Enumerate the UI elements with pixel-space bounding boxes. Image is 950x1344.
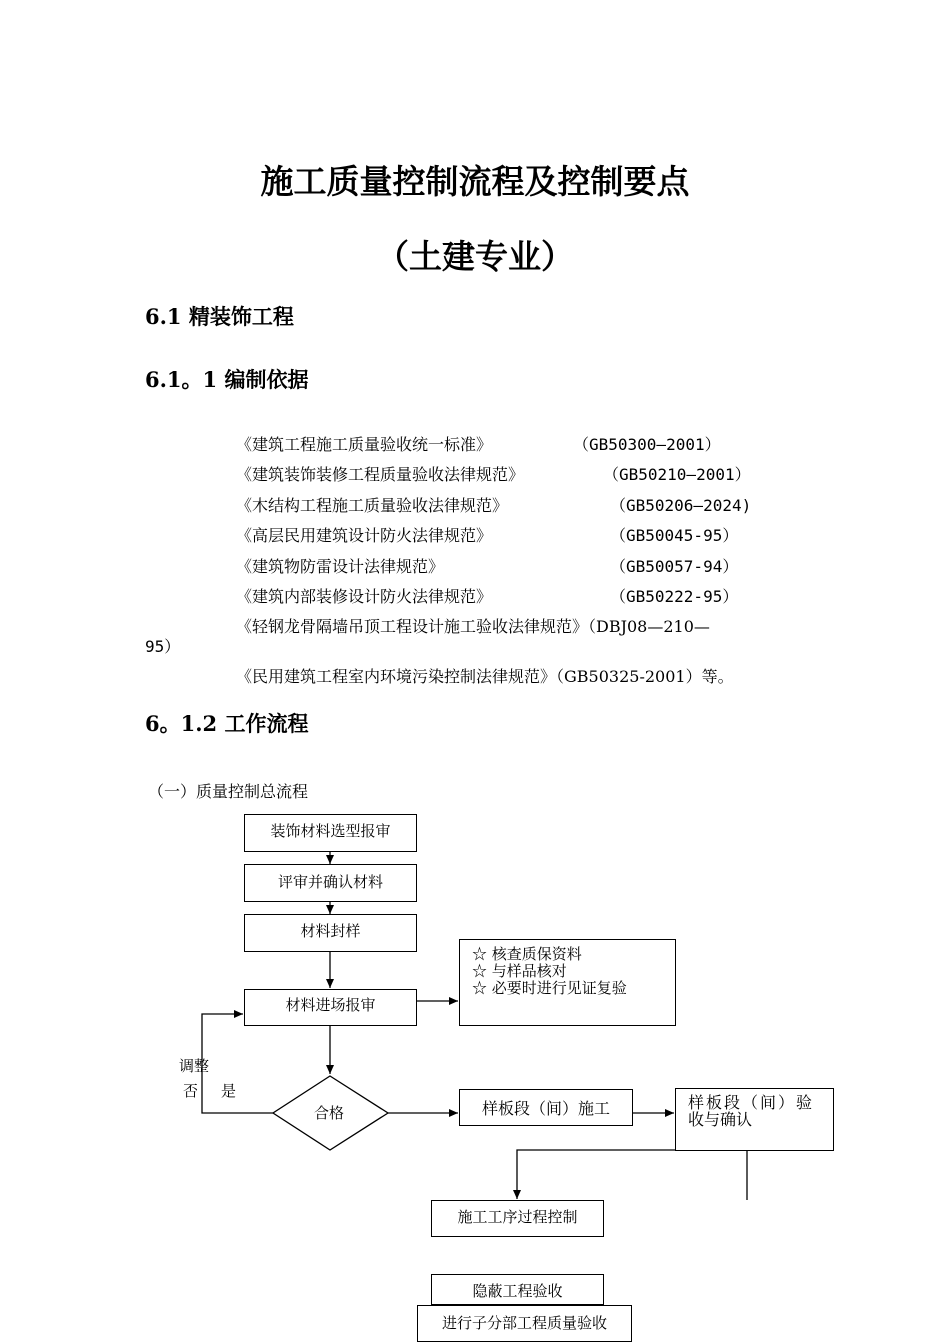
reference-last: 《民用建筑工程室内环境污染控制法律规范》（GB50325-2001）等。 [236,667,734,686]
reference-name: 《建筑内部装修设计防火法律规范》 [236,587,493,606]
reference-name: 《建筑工程施工质量验收统一标准》 [236,435,493,454]
box-hidden-works: 隐蔽工程验收 [431,1274,604,1305]
label-no: 否 [183,1082,199,1100]
check-item: ☆ 与样品核对 [472,962,567,980]
section-heading: 6.1 精装饰工程 [145,304,294,329]
label-adjust: 调整 [179,1057,210,1075]
check-item: ☆ 必要时进行见证复验 [472,979,627,997]
check-item: ☆ 核查质保资料 [472,945,582,963]
reference-code: （GB50222-95） [610,587,739,606]
box-material-selection: 装饰材料选型报审 [244,814,417,852]
flow-heading: 6。1.2 工作流程 [145,711,309,736]
decision-label: 合格 [314,1104,345,1122]
reference-name: 《建筑物防雷设计法律规范》 [236,557,445,576]
reference-code: （GB50300—2001） [573,435,721,454]
box-check-list [459,939,676,1026]
reference-long-line1: 《轻钢龙骨隔墙吊顶工程设计施工验收法律规范》（DBJ08—210— [236,617,710,636]
arrow-accept-to-process [517,1150,747,1199]
box-sample-construction: 样板段（间）施工 [459,1089,633,1126]
sample-acceptance-line1: 样板段（间）验 [688,1093,815,1112]
flow-caption: （一）质量控制总流程 [148,782,309,801]
box-material-seal: 材料封样 [244,914,417,952]
label-yes: 是 [221,1082,237,1100]
box-process-control: 施工工序过程控制 [431,1200,604,1237]
reference-name: 《高层民用建筑设计防火法律规范》 [236,526,493,545]
sample-acceptance-line2: 收与确认 [688,1110,753,1129]
reference-code: （GB50206—2024) [610,496,752,515]
reference-long-line2: 95） [145,637,181,656]
box-subdivision-acceptance: 进行子分部工程质量验收 [417,1305,632,1342]
reference-code: （GB50057-94） [610,557,739,576]
page-subtitle: （土建专业） [376,237,574,276]
basis-heading: 6.1。1 编制依据 [145,367,309,392]
reference-code: （GB50210—2001） [603,465,751,484]
reference-code: （GB50045-95） [610,526,739,545]
arrow-retry-loop [202,1014,273,1113]
reference-name: 《建筑装饰装修工程质量验收法律规范》 [236,465,525,484]
box-sample-acceptance [675,1088,834,1151]
reference-name: 《木结构工程施工质量验收法律规范》 [236,496,509,515]
box-material-entry: 材料进场报审 [244,989,417,1026]
box-review-material: 评审并确认材料 [244,864,417,902]
page-title: 施工质量控制流程及控制要点 [260,162,690,201]
